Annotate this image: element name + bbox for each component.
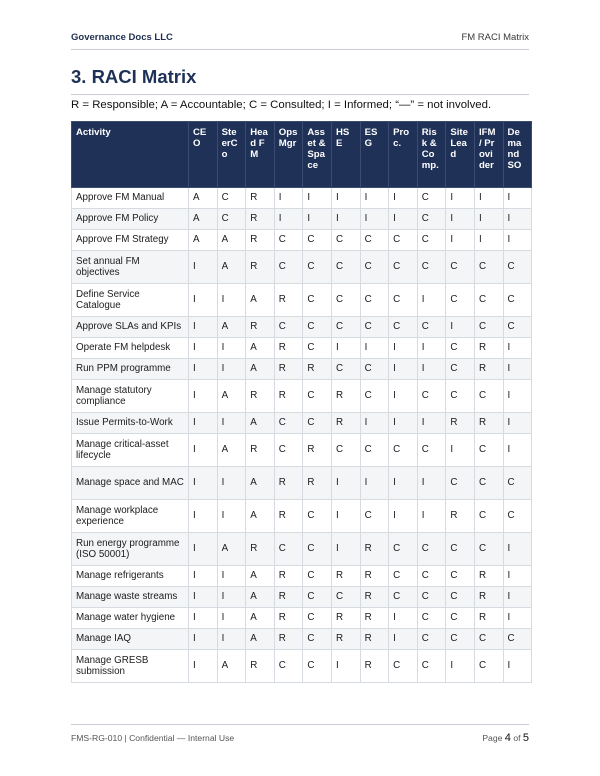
column-header-role: HSE <box>331 122 360 188</box>
raci-cell: C <box>303 380 332 413</box>
raci-cell: C <box>417 608 446 629</box>
raci-cell: I <box>503 230 532 251</box>
raci-cell: I <box>217 587 246 608</box>
raci-cell: R <box>360 566 389 587</box>
raci-cell: C <box>417 251 446 284</box>
raci-cell: R <box>360 587 389 608</box>
raci-cell: I <box>503 434 532 467</box>
raci-cell: C <box>274 317 303 338</box>
raci-cell: C <box>474 434 503 467</box>
table-row <box>72 434 532 467</box>
raci-cell: C <box>417 533 446 566</box>
raci-cell: I <box>189 566 218 587</box>
raci-cell: I <box>389 209 418 230</box>
raci-cell: R <box>303 467 332 500</box>
raci-cell: C <box>303 587 332 608</box>
raci-cell: R <box>246 533 275 566</box>
raci-cell: C <box>274 251 303 284</box>
raci-cell: C <box>303 284 332 317</box>
page-total: 5 <box>522 732 529 744</box>
raci-cell: I <box>389 380 418 413</box>
raci-cell: R <box>246 251 275 284</box>
raci-cell: I <box>189 434 218 467</box>
section-title: 3. RACI Matrix <box>71 66 529 95</box>
raci-cell: I <box>446 188 475 209</box>
raci-cell: I <box>503 188 532 209</box>
raci-cell: I <box>217 413 246 434</box>
raci-cell: C <box>446 338 475 359</box>
activity-cell: Define Service Catalogue <box>72 284 189 317</box>
raci-cell: C <box>474 650 503 683</box>
raci-cell: I <box>474 230 503 251</box>
raci-cell: I <box>503 587 532 608</box>
raci-cell: R <box>274 380 303 413</box>
raci-cell: R <box>331 380 360 413</box>
raci-cell: C <box>360 380 389 413</box>
raci-cell: C <box>417 434 446 467</box>
raci-cell: C <box>360 284 389 317</box>
raci-cell: C <box>303 566 332 587</box>
raci-cell: A <box>189 230 218 251</box>
table-row <box>72 650 532 683</box>
raci-cell: R <box>474 359 503 380</box>
raci-cell: C <box>474 467 503 500</box>
raci-cell: A <box>217 230 246 251</box>
raci-cell: R <box>246 209 275 230</box>
table-row <box>72 629 532 650</box>
raci-cell: I <box>189 608 218 629</box>
raci-cell: I <box>446 650 475 683</box>
raci-cell: I <box>331 467 360 500</box>
raci-cell: I <box>446 209 475 230</box>
table-row <box>72 188 532 209</box>
raci-cell: C <box>417 629 446 650</box>
raci-cell: R <box>246 434 275 467</box>
raci-cell: C <box>274 650 303 683</box>
raci-cell: I <box>360 467 389 500</box>
raci-cell: I <box>389 359 418 380</box>
raci-cell: I <box>503 209 532 230</box>
raci-cell: C <box>474 317 503 338</box>
raci-cell: C <box>274 434 303 467</box>
raci-cell: C <box>474 380 503 413</box>
raci-cell: A <box>217 380 246 413</box>
raci-cell: C <box>389 284 418 317</box>
raci-cell: C <box>331 587 360 608</box>
raci-cell: I <box>360 188 389 209</box>
raci-cell: C <box>274 230 303 251</box>
raci-cell: C <box>446 284 475 317</box>
raci-cell: C <box>303 251 332 284</box>
raci-cell: C <box>303 413 332 434</box>
raci-cell: I <box>189 533 218 566</box>
table-row <box>72 359 532 380</box>
raci-cell: I <box>303 209 332 230</box>
raci-cell: C <box>389 650 418 683</box>
raci-cell: C <box>303 650 332 683</box>
activity-cell: Set annual FM objectives <box>72 251 189 284</box>
activity-cell: Manage refrigerants <box>72 566 189 587</box>
table-row <box>72 230 532 251</box>
raci-cell: C <box>503 317 532 338</box>
raci-cell: R <box>331 413 360 434</box>
raci-cell: A <box>189 209 218 230</box>
raci-cell: C <box>331 284 360 317</box>
raci-cell: C <box>303 338 332 359</box>
raci-cell: C <box>303 230 332 251</box>
raci-cell: I <box>503 650 532 683</box>
raci-cell: I <box>474 188 503 209</box>
raci-cell: C <box>446 629 475 650</box>
footer-doc-ref: FMS-RG-010 | Confidential — Internal Use <box>71 733 235 743</box>
activity-cell: Manage IAQ <box>72 629 189 650</box>
raci-cell: R <box>360 650 389 683</box>
raci-cell: R <box>274 284 303 317</box>
raci-cell: C <box>389 533 418 566</box>
raci-cell: R <box>246 380 275 413</box>
raci-cell: I <box>474 209 503 230</box>
raci-cell: I <box>417 284 446 317</box>
raci-cell: R <box>274 500 303 533</box>
raci-cell: C <box>389 317 418 338</box>
raci-cell: A <box>189 188 218 209</box>
raci-cell: R <box>274 629 303 650</box>
raci-cell: C <box>217 209 246 230</box>
raci-cell: C <box>446 251 475 284</box>
raci-cell: C <box>360 500 389 533</box>
raci-cell: C <box>446 380 475 413</box>
raci-cell: R <box>274 467 303 500</box>
column-header-role: CEO <box>189 122 218 188</box>
raci-cell: R <box>274 587 303 608</box>
raci-cell: C <box>360 359 389 380</box>
raci-cell: R <box>474 587 503 608</box>
raci-cell: I <box>503 608 532 629</box>
raci-cell: I <box>417 467 446 500</box>
raci-cell: A <box>217 650 246 683</box>
raci-cell: I <box>303 188 332 209</box>
table-row <box>72 209 532 230</box>
raci-cell: C <box>446 566 475 587</box>
raci-cell: C <box>303 317 332 338</box>
raci-cell: C <box>446 587 475 608</box>
table-row <box>72 608 532 629</box>
raci-cell: I <box>189 629 218 650</box>
activity-cell: Run energy programme (ISO 50001) <box>72 533 189 566</box>
raci-cell: C <box>217 188 246 209</box>
raci-cell: C <box>503 251 532 284</box>
raci-cell: I <box>274 188 303 209</box>
raci-cell: C <box>503 284 532 317</box>
raci-cell: A <box>246 500 275 533</box>
raci-cell: I <box>217 608 246 629</box>
raci-cell: R <box>331 566 360 587</box>
raci-cell: I <box>189 317 218 338</box>
raci-cell: R <box>474 413 503 434</box>
raci-cell: C <box>303 500 332 533</box>
column-header-role: SteerCo <box>217 122 246 188</box>
raci-cell: I <box>217 284 246 317</box>
raci-cell: C <box>446 608 475 629</box>
raci-cell: C <box>360 434 389 467</box>
raci-cell: I <box>389 467 418 500</box>
raci-cell: C <box>331 359 360 380</box>
table-row <box>72 467 532 500</box>
raci-cell: R <box>474 566 503 587</box>
column-header-role: Proc. <box>389 122 418 188</box>
column-header-role: Asset & Space <box>303 122 332 188</box>
raci-cell: I <box>331 500 360 533</box>
raci-cell: C <box>303 533 332 566</box>
raci-cell: C <box>417 566 446 587</box>
raci-cell: R <box>331 629 360 650</box>
raci-cell: I <box>189 338 218 359</box>
raci-cell: C <box>303 629 332 650</box>
activity-cell: Issue Permits-to-Work <box>72 413 189 434</box>
raci-cell: I <box>417 359 446 380</box>
table-row <box>72 587 532 608</box>
raci-cell: R <box>474 608 503 629</box>
table-row <box>72 317 532 338</box>
raci-cell: I <box>189 380 218 413</box>
raci-cell: C <box>474 251 503 284</box>
raci-cell: I <box>446 434 475 467</box>
table-row <box>72 500 532 533</box>
page-current: 4 <box>504 732 511 744</box>
raci-cell: A <box>217 434 246 467</box>
raci-cell: I <box>331 533 360 566</box>
activity-cell: Approve SLAs and KPIs <box>72 317 189 338</box>
table-body <box>72 188 532 683</box>
raci-cell: I <box>331 338 360 359</box>
raci-cell: I <box>446 317 475 338</box>
table-row <box>72 380 532 413</box>
raci-cell: C <box>274 533 303 566</box>
column-header-role: Head FM <box>246 122 275 188</box>
raci-cell: C <box>474 500 503 533</box>
table-row <box>72 566 532 587</box>
raci-cell: I <box>331 188 360 209</box>
column-header-role: IFM / Provider <box>474 122 503 188</box>
raci-cell: I <box>217 467 246 500</box>
company-name: Governance Docs LLC <box>71 32 173 43</box>
activity-cell: Operate FM helpdesk <box>72 338 189 359</box>
raci-cell: C <box>360 230 389 251</box>
raci-cell: I <box>217 629 246 650</box>
raci-cell: C <box>503 467 532 500</box>
table-row <box>72 533 532 566</box>
raci-cell: I <box>389 629 418 650</box>
activity-cell: Manage workplace experience <box>72 500 189 533</box>
raci-cell: I <box>189 500 218 533</box>
raci-cell: R <box>246 188 275 209</box>
raci-cell: R <box>303 359 332 380</box>
raci-table <box>71 121 532 683</box>
page-footer <box>71 724 529 744</box>
raci-cell: I <box>217 500 246 533</box>
raci-cell: C <box>389 251 418 284</box>
raci-cell: R <box>274 338 303 359</box>
raci-cell: A <box>246 413 275 434</box>
raci-cell: R <box>446 413 475 434</box>
raci-cell: A <box>246 608 275 629</box>
raci-cell: C <box>446 467 475 500</box>
raci-cell: C <box>389 566 418 587</box>
page-of: of <box>513 733 521 743</box>
raci-cell: C <box>474 284 503 317</box>
raci-cell: I <box>389 188 418 209</box>
raci-cell: R <box>360 608 389 629</box>
raci-cell: C <box>417 587 446 608</box>
raci-cell: A <box>217 251 246 284</box>
raci-cell: I <box>189 650 218 683</box>
page-header <box>71 32 529 50</box>
activity-cell: Manage GRESB submission <box>72 650 189 683</box>
document-title: FM RACI Matrix <box>461 32 529 43</box>
raci-cell: I <box>417 413 446 434</box>
raci-cell: I <box>217 359 246 380</box>
raci-cell: A <box>246 359 275 380</box>
raci-cell: C <box>503 629 532 650</box>
raci-cell: C <box>417 317 446 338</box>
raci-cell: I <box>389 338 418 359</box>
raci-legend: R = Responsible; A = Accountable; C = Consulted; I = Informed; “—” = not involved. <box>71 99 492 111</box>
raci-cell: I <box>503 566 532 587</box>
raci-cell: I <box>360 413 389 434</box>
raci-cell: I <box>274 209 303 230</box>
raci-cell: I <box>389 500 418 533</box>
column-header-role: Demand SO <box>503 122 532 188</box>
raci-cell: R <box>446 500 475 533</box>
raci-cell: I <box>360 338 389 359</box>
activity-cell: Approve FM Manual <box>72 188 189 209</box>
table-header <box>72 122 532 188</box>
raci-cell: A <box>246 566 275 587</box>
raci-cell: A <box>246 629 275 650</box>
raci-cell: I <box>389 413 418 434</box>
activity-cell: Manage space and MAC <box>72 467 189 500</box>
raci-cell: C <box>417 650 446 683</box>
activity-cell: Approve FM Policy <box>72 209 189 230</box>
column-header-role: Risk & Comp. <box>417 122 446 188</box>
raci-cell: R <box>246 317 275 338</box>
raci-cell: C <box>474 533 503 566</box>
raci-cell: C <box>417 230 446 251</box>
raci-cell: C <box>331 230 360 251</box>
raci-cell: I <box>189 251 218 284</box>
raci-cell: C <box>303 608 332 629</box>
raci-cell: C <box>446 359 475 380</box>
activity-cell: Manage statutory compliance <box>72 380 189 413</box>
raci-cell: A <box>246 587 275 608</box>
raci-cell: C <box>417 209 446 230</box>
column-header-role: Ops Mgr <box>274 122 303 188</box>
raci-cell: A <box>246 284 275 317</box>
page-prefix: Page <box>482 733 503 743</box>
raci-cell: I <box>217 338 246 359</box>
table-row <box>72 413 532 434</box>
raci-cell: R <box>360 629 389 650</box>
raci-cell: I <box>389 608 418 629</box>
activity-cell: Manage water hygiene <box>72 608 189 629</box>
raci-cell: I <box>331 650 360 683</box>
table-row <box>72 284 532 317</box>
raci-cell: A <box>217 533 246 566</box>
raci-cell: C <box>360 251 389 284</box>
raci-cell: C <box>274 413 303 434</box>
raci-cell: A <box>217 317 246 338</box>
raci-cell: I <box>417 500 446 533</box>
raci-cell: C <box>331 317 360 338</box>
table-row <box>72 338 532 359</box>
raci-cell: I <box>503 380 532 413</box>
raci-cell: R <box>274 608 303 629</box>
raci-cell: R <box>360 533 389 566</box>
raci-cell: R <box>246 650 275 683</box>
raci-cell: R <box>246 230 275 251</box>
raci-cell: I <box>189 587 218 608</box>
raci-cell: I <box>189 413 218 434</box>
raci-cell: R <box>303 434 332 467</box>
raci-cell: I <box>360 209 389 230</box>
raci-cell: A <box>246 338 275 359</box>
page-number <box>482 732 529 744</box>
raci-cell: I <box>417 338 446 359</box>
raci-cell: C <box>331 251 360 284</box>
raci-cell: C <box>389 230 418 251</box>
raci-cell: R <box>274 566 303 587</box>
raci-cell: I <box>503 338 532 359</box>
raci-cell: R <box>274 359 303 380</box>
activity-cell: Run PPM programme <box>72 359 189 380</box>
raci-cell: R <box>474 338 503 359</box>
activity-cell: Manage critical-asset lifecycle <box>72 434 189 467</box>
column-header-role: ESG <box>360 122 389 188</box>
raci-cell: R <box>331 608 360 629</box>
activity-cell: Manage waste streams <box>72 587 189 608</box>
activity-cell: Approve FM Strategy <box>72 230 189 251</box>
raci-cell: C <box>503 500 532 533</box>
raci-cell: C <box>389 434 418 467</box>
raci-cell: I <box>189 359 218 380</box>
raci-cell: I <box>189 467 218 500</box>
raci-cell: A <box>246 467 275 500</box>
raci-cell: I <box>189 284 218 317</box>
table-row <box>72 251 532 284</box>
raci-cell: C <box>474 629 503 650</box>
raci-cell: C <box>360 317 389 338</box>
column-header-activity: Activity <box>72 122 189 188</box>
raci-cell: C <box>446 533 475 566</box>
raci-cell: I <box>217 566 246 587</box>
raci-cell: C <box>417 188 446 209</box>
raci-cell: I <box>331 209 360 230</box>
raci-cell: I <box>503 359 532 380</box>
raci-cell: I <box>503 533 532 566</box>
raci-cell: C <box>331 434 360 467</box>
raci-cell: C <box>389 587 418 608</box>
raci-cell: C <box>417 380 446 413</box>
raci-cell: I <box>446 230 475 251</box>
raci-cell: I <box>503 413 532 434</box>
column-header-role: Site Lead <box>446 122 475 188</box>
